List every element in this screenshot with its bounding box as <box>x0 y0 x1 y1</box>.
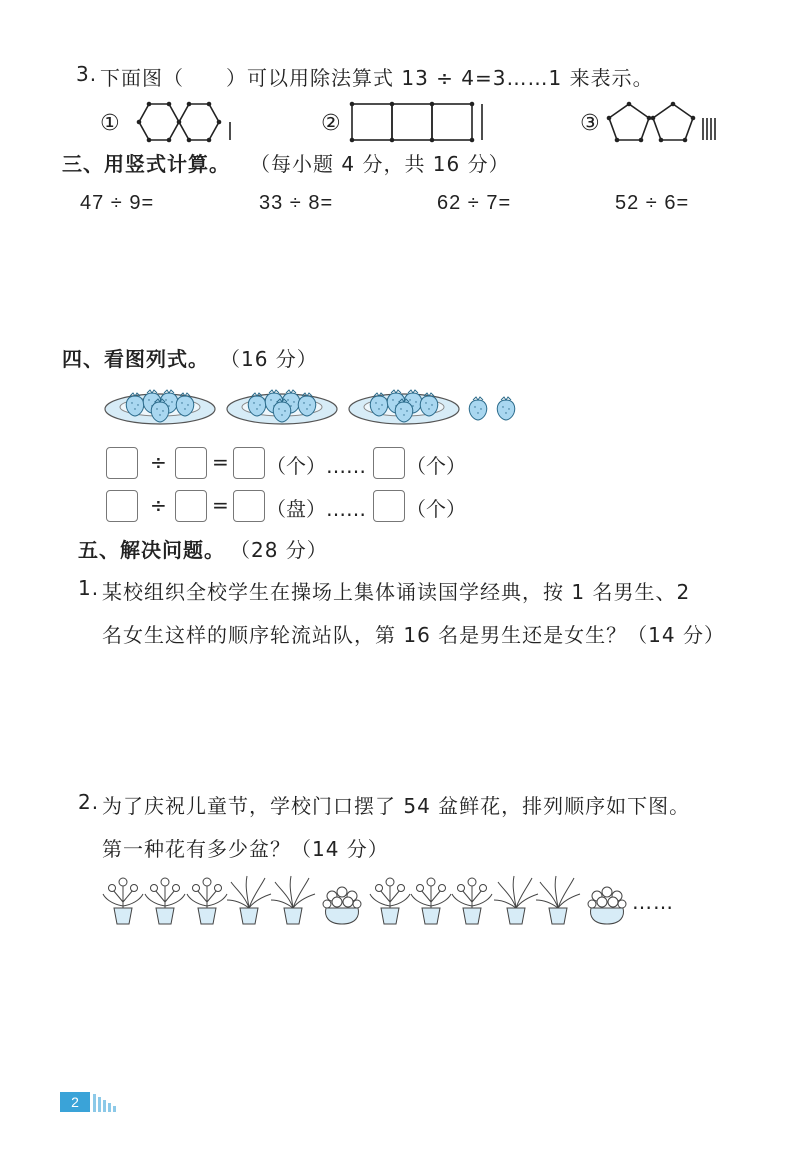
p1-line2: 名女生这样的顺序轮流站队，第 16 名是男生还是女生？（14 分） <box>102 623 725 647</box>
problem-1: 47 ÷ 9= <box>80 192 155 214</box>
p2-line1: 为了庆祝儿童节，学校门口摆了 54 盆鲜花，排列顺序如下图。 <box>102 794 691 818</box>
strawberry-icon <box>497 397 514 420</box>
flower-pot-icon <box>370 878 410 924</box>
p1-line1: 某校组织全校学生在操场上集体诵读国学经典，按 1 名男生、2 <box>102 580 691 604</box>
strawberry-plates-figure <box>100 385 540 430</box>
section4-title: 四、看图列式。 <box>62 347 209 371</box>
flower-pot-icon <box>227 876 271 924</box>
row2-op: ÷ <box>150 493 167 517</box>
problem-4: 52 ÷ 6= <box>615 192 690 214</box>
flower-pot-icon <box>145 878 185 924</box>
flower-pot-icon <box>452 878 492 924</box>
squares-figure <box>348 100 488 145</box>
pentagon-icon <box>609 104 693 140</box>
option-2: ② <box>321 111 342 136</box>
answer-box-6[interactable] <box>175 490 207 522</box>
page-number: 2 <box>60 1092 90 1112</box>
square-icon <box>352 104 472 140</box>
flower-pot-icon <box>103 878 143 924</box>
section5-title: 五、解决问题。 <box>78 538 225 562</box>
p1-number: 1. <box>78 576 100 600</box>
plate-icon <box>227 390 337 424</box>
row1-unit1: （个）…… <box>266 454 366 478</box>
answer-box-3[interactable] <box>233 447 265 479</box>
p2-line2: 第一种花有多少盆？（14 分） <box>102 837 389 861</box>
flower-pot-icon <box>411 878 451 924</box>
hexagons-figure <box>127 100 242 145</box>
answer-box-7[interactable] <box>233 490 265 522</box>
answer-box-1[interactable] <box>106 447 138 479</box>
flower-ellipsis: …… <box>632 890 674 914</box>
row2-unit1: （盘）…… <box>266 497 366 521</box>
flower-pot-icon <box>494 876 538 924</box>
problem-3: 62 ÷ 7= <box>437 192 512 214</box>
section3-score: （每小题 4 分，共 16 分） <box>250 152 510 176</box>
option-1: ① <box>100 111 121 136</box>
option-3: ③ <box>580 111 601 136</box>
row2-unit2: （个） <box>406 497 466 521</box>
q3-text: 下面图（ ）可以用除法算式 13 ÷ 4=3……1 来表示。 <box>100 66 654 90</box>
answer-box-4[interactable] <box>373 447 405 479</box>
plate-icon <box>349 390 459 424</box>
answer-box-5[interactable] <box>106 490 138 522</box>
section4-score: （16 分） <box>220 347 318 371</box>
section3-title: 三、用竖式计算。 <box>62 152 230 176</box>
section5-score: （28 分） <box>230 538 328 562</box>
row2-eq: = <box>212 493 229 517</box>
flower-pot-icon <box>187 878 227 924</box>
flower-pot-icon <box>588 887 626 924</box>
flower-pot-icon <box>323 887 361 924</box>
row1-unit2: （个） <box>406 454 466 478</box>
p2-number: 2. <box>78 790 100 814</box>
strawberry-icon <box>469 397 486 420</box>
flower-row-figure <box>100 874 640 929</box>
plate-icon <box>105 390 215 424</box>
row1-eq: = <box>212 450 229 474</box>
page-bars-decoration <box>93 1094 123 1112</box>
pentagons-figure <box>605 100 725 145</box>
problem-2: 33 ÷ 8= <box>259 192 334 214</box>
answer-box-2[interactable] <box>175 447 207 479</box>
row1-op: ÷ <box>150 450 167 474</box>
flower-pot-icon <box>271 876 315 924</box>
q3-number: 3. <box>76 62 98 86</box>
answer-box-8[interactable] <box>373 490 405 522</box>
flower-pot-icon <box>536 876 580 924</box>
